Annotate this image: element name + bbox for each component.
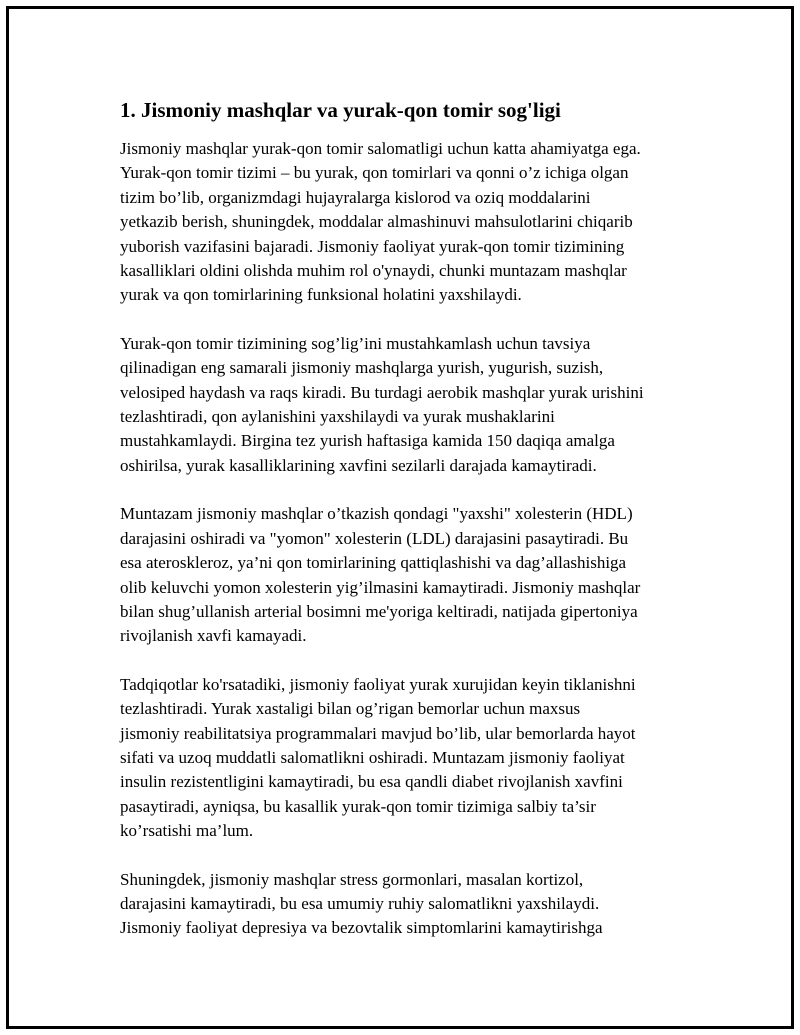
text-line: Yurak-qon tomir tizimining sog’lig’ini mustahkamlash uchun tavsiya [120, 333, 591, 353]
paragraph-4 [120, 673, 700, 844]
text-line: insulin rezistentligini kamaytiradi, bu esa qandli diabet rivojlanish xavfini [120, 772, 623, 792]
text-line: Yurak-qon tomir tizimi – bu yurak, qon tomirlari va qonni o’z ichiga olgan [120, 163, 629, 183]
text-line: bilan shug’ullanish arterial bosimni me'yoriga keltiradi, natijada gipertoniya [120, 601, 638, 621]
text-line: darajasini kamaytiradi, bu esa umumiy ruhiy salomatlikni yaxshilaydi. [120, 893, 600, 913]
text-line: oshirilsa, yurak kasalliklarining xavfini sezilarli darajada kamaytiradi. [120, 455, 597, 475]
paragraph-1 [120, 137, 700, 308]
text-line: esa ateroskleroz, ya’ni qon tomirlarining qattiqlashishi va dag’allashishiga [120, 553, 627, 573]
text-line: Jismoniy mashqlar yurak-qon tomir salomatligi uchun katta ahamiyatga ega. [120, 139, 641, 158]
text-line: Shuningdek, jismoniy mashqlar stress gormonlari, masalan kortizol, [120, 869, 584, 889]
text-line: mustahkamlaydi. Birgina tez yurish haftasiga kamida 150 daqiqa amalga [120, 431, 615, 451]
text-line: ko’rsatishi ma’lum. [120, 821, 254, 841]
document-body [120, 97, 700, 965]
text-line: tezlashtiradi, qon aylanishini yaxshilaydi va yurak mushaklarini [120, 407, 555, 427]
paragraph-2 [120, 332, 700, 478]
text-line: Jismoniy faoliyat depresiya va bezovtalik simptomlarini kamaytirishga [120, 918, 603, 938]
text-line: yurak va qon tomirlarining funksional holatini yaxshilaydi. [120, 285, 522, 305]
text-line: pasaytiradi, ayniqsa, bu kasallik yurak-qon tomir tizimiga salbiy ta’sir [120, 796, 596, 816]
text-line: yuborish vazifasini bajaradi. Jismoniy faoliyat yurak-qon tomir tizimining [120, 236, 625, 256]
text-line: yetkazib berish, shuningdek, moddalar almashinuvi mahsulotlarini chiqarib [120, 212, 633, 232]
text-line: sifati va uzoq muddatli salomatlikni oshiradi. Muntazam jismoniy faoliyat [120, 747, 625, 767]
text-line: rivojlanish xavfi kamayadi. [120, 626, 307, 646]
text-line: velosiped haydash va raqs kiradi. Bu turdagi aerobik mashqlar yurak urishini [120, 382, 644, 402]
text-line: Muntazam jismoniy mashqlar o’tkazish qondagi "yaxshi" xolesterin (HDL) [120, 504, 633, 524]
text-line: tizim bo’lib, organizmdagi hujayralarga kislorod va oziq moddalarini [120, 187, 591, 207]
text-line: darajasini oshiradi va "yomon" xolesterin (LDL) darajasini pasaytiradi. Bu [120, 528, 629, 548]
text-line: kasalliklari oldini olishda muhim rol o'ynaydi, chunki muntazam mashqlar [120, 261, 627, 281]
section-heading: 1. Jismoniy mashqlar va yurak-qon tomir sog'ligi [120, 98, 561, 122]
document-page [6, 6, 794, 1029]
text-line: Tadqiqotlar ko'rsatadiki, jismoniy faoliyat yurak xurujidan keyin tiklanishni [120, 674, 636, 694]
text-line: qilinadigan eng samarali jismoniy mashqlarga yurish, yugurish, suzish, [120, 358, 604, 378]
text-line: jismoniy reabilitatsiya programmalari mavjud bo’lib, ular bemorlarda hayot [120, 723, 636, 743]
paragraph-3 [120, 502, 700, 648]
text-line: tezlashtiradi. Yurak xastaligi bilan og’rigan bemorlar uchun maxsus [120, 699, 581, 719]
paragraph-5 [120, 868, 700, 941]
text-line: olib keluvchi yomon xolesterin yig’ilmasini kamaytiradi. Jismoniy mashqlar [120, 577, 641, 597]
